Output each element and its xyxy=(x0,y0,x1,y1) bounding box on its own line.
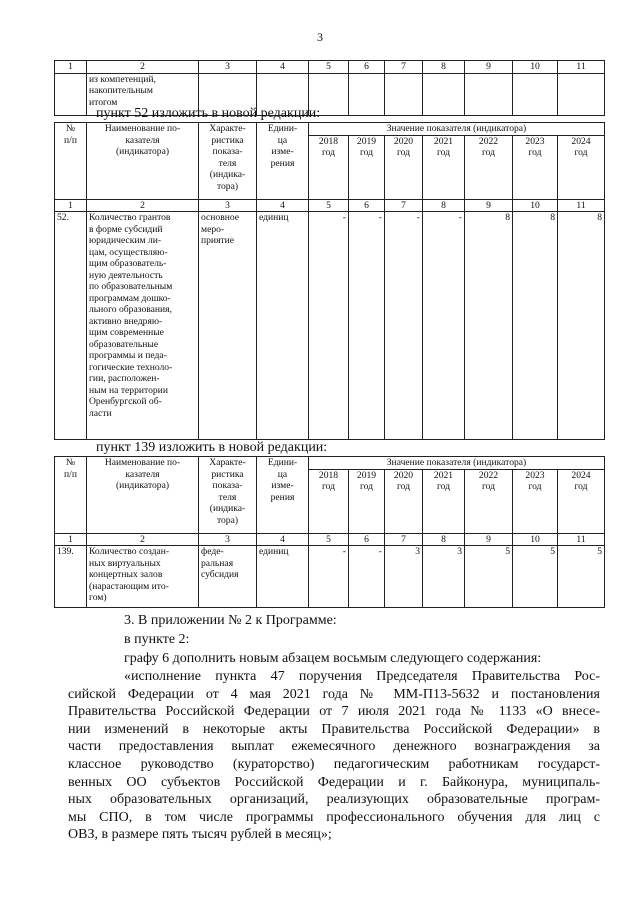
paragraph-line: мы СПО, в том числе программы профессионального обучения для лиц с xyxy=(68,809,600,825)
header-year-cell: 2022 год xyxy=(465,135,513,199)
column-number-cell: 10 xyxy=(513,533,558,546)
column-number-cell: 1 xyxy=(55,533,87,546)
header-year-cell: 2019 год xyxy=(349,135,385,199)
header-year-cell: 2018 год xyxy=(309,469,349,533)
column-number-row xyxy=(55,533,605,546)
value-2024-cell: 8 xyxy=(558,212,605,440)
value-2023-cell: 8 xyxy=(513,212,558,440)
header-year-cell: 2020 год xyxy=(385,135,423,199)
table-row xyxy=(55,546,605,608)
column-number-cell: 6 xyxy=(349,533,385,546)
paragraph-line: нии изменений в некоторые акты Правительства Российской Федерации» в xyxy=(68,721,600,737)
paragraph-line: ОВЗ, в размере пять тысяч рублей в месяц»; xyxy=(68,827,332,843)
column-number-cell: 7 xyxy=(385,61,423,74)
unit-cell: единиц xyxy=(257,546,309,608)
column-number-cell: 10 xyxy=(513,199,558,212)
header-unit: Едини- ца изме- рения xyxy=(257,457,309,534)
column-number-cell: 5 xyxy=(309,61,349,74)
indicator-name-cell: Количество грантов в форме субсидий юридическим ли- цам, осуществляю- щим образователь- ную деятельность по образовательным программам дошко- льного образования, активно внедряю- щим современные образовательные программы и педа- гогические техноло- гии, расположен- ным на территории Оренбургской об- ласти xyxy=(87,212,199,440)
value-2024-cell: 5 xyxy=(558,546,605,608)
column-number-cell: 3 xyxy=(199,533,257,546)
column-number-cell: 1 xyxy=(55,61,87,74)
column-number-cell: 5 xyxy=(309,533,349,546)
heading-item-139: пункт 139 изложить в новой редакции: xyxy=(96,440,328,455)
header-value-title: Значение показателя (индикатора) xyxy=(309,123,605,136)
header-value-title: Значение показателя (индикатора) xyxy=(309,457,605,470)
column-number-cell: 8 xyxy=(423,61,465,74)
value-2021-cell: 3 xyxy=(423,546,465,608)
header-unit: Едини- ца изме- рения xyxy=(257,123,309,200)
paragraph-line: «исполнение пункта 47 поручения Председателя Правительства Рос- xyxy=(124,669,600,684)
header-characteristic: Характе- ристика показа- теля (индика- тора) xyxy=(199,457,257,534)
column-number-cell: 4 xyxy=(257,61,309,74)
column-number-cell: 11 xyxy=(558,533,605,546)
column-number-row xyxy=(55,199,605,212)
paragraph-line: части предоставления выплат ежемесячного денежного вознаграждения за xyxy=(68,739,600,755)
value-2018-cell: - xyxy=(309,546,349,608)
header-characteristic: Характе- ристика показа- теля (индика- тора) xyxy=(199,123,257,200)
header-year-cell: 2023 год xyxy=(513,135,558,199)
header-num: № п/п xyxy=(55,123,87,200)
column-number-cell: 4 xyxy=(257,533,309,546)
table-row xyxy=(55,212,605,440)
column-number-cell: 9 xyxy=(465,533,513,546)
paragraph-line: Правительства Российской Федерации от 7 июля 2021 года № 1133 «О внесе- xyxy=(68,704,600,720)
value-2019-cell: - xyxy=(349,546,385,608)
value-2021-cell: - xyxy=(423,212,465,440)
indicator-name-cell: Количество создан- ных виртуальных концертных залов (нарастающим ито- гом) xyxy=(87,546,199,608)
indicator-table-52 xyxy=(54,122,605,440)
value-2023-cell: 5 xyxy=(513,546,558,608)
quoted-paragraph xyxy=(68,668,600,844)
page-number: 3 xyxy=(317,30,323,44)
column-number-cell: 6 xyxy=(349,199,385,212)
column-number-cell: 10 xyxy=(513,61,558,74)
item-3-line: 3. В приложении № 2 к Программе: xyxy=(124,613,337,628)
column-number-cell: 7 xyxy=(385,533,423,546)
header-name: Наименование по- казателя (индикатора) xyxy=(87,457,199,534)
header-year-cell: 2021 год xyxy=(423,135,465,199)
column-number-cell: 6 xyxy=(349,61,385,74)
column-number-cell: 11 xyxy=(558,199,605,212)
column-number-cell: 3 xyxy=(199,199,257,212)
column-number-cell: 7 xyxy=(385,199,423,212)
column-number-cell: 4 xyxy=(257,199,309,212)
row-number-cell: 139. xyxy=(55,546,87,608)
value-2020-cell: 3 xyxy=(385,546,423,608)
paragraph-line: венных ОО субъектов Российской Федерации и г. Байконура, муниципаль- xyxy=(68,774,600,790)
value-2022-cell: 8 xyxy=(465,212,513,440)
header-year-cell: 2020 год xyxy=(385,469,423,533)
row-number-cell xyxy=(55,73,87,115)
header-year-cell: 2022 год xyxy=(465,469,513,533)
column-number-row xyxy=(55,61,605,74)
header-year-cell: 2018 год xyxy=(309,135,349,199)
paragraph-line: классное руководство (кураторство) педагогическим работникам государст- xyxy=(68,756,600,772)
indicator-table-139 xyxy=(54,456,605,608)
heading-item-52: пункт 52 изложить в новой редакции: xyxy=(96,106,321,121)
unit-cell: единиц xyxy=(257,212,309,440)
column-number-cell: 5 xyxy=(309,199,349,212)
point-2-line: в пункте 2: xyxy=(124,632,190,647)
header-year-cell: 2024 год xyxy=(558,469,605,533)
header-name: Наименование по- казателя (индикатора) xyxy=(87,123,199,200)
column-number-cell: 1 xyxy=(55,199,87,212)
header-year-cell: 2019 год xyxy=(349,469,385,533)
graph-6-line: графу 6 дополнить новым абзацем восьмым следующего содержания: xyxy=(124,651,542,666)
header-num: № п/п xyxy=(55,457,87,534)
header-year-cell: 2023 год xyxy=(513,469,558,533)
header-year-cell: 2024 год xyxy=(558,135,605,199)
column-number-cell: 2 xyxy=(87,533,199,546)
header-year-cell: 2021 год xyxy=(423,469,465,533)
column-number-cell: 11 xyxy=(558,61,605,74)
characteristic-cell: основное меро- приятие xyxy=(199,212,257,440)
value-2020-cell: - xyxy=(385,212,423,440)
column-number-cell: 9 xyxy=(465,199,513,212)
value-2018-cell: - xyxy=(309,212,349,440)
paragraph-line: ных образовательных организаций, реализующих образовательные програм- xyxy=(68,792,600,808)
column-number-cell: 2 xyxy=(87,199,199,212)
value-2022-cell: 5 xyxy=(465,546,513,608)
characteristic-cell: феде- ральная субсидия xyxy=(199,546,257,608)
column-number-cell: 2 xyxy=(87,61,199,74)
row-number-cell: 52. xyxy=(55,212,87,440)
paragraph-line: сийской Федерации от 4 мая 2021 года № ММ-П13-5632 и постановления xyxy=(68,686,600,702)
column-number-cell: 8 xyxy=(423,199,465,212)
column-number-cell: 8 xyxy=(423,533,465,546)
column-number-cell: 3 xyxy=(199,61,257,74)
column-number-cell: 9 xyxy=(465,61,513,74)
value-2019-cell: - xyxy=(349,212,385,440)
indicator-name-cell: из компетенций, накопительным итогом xyxy=(87,73,199,115)
